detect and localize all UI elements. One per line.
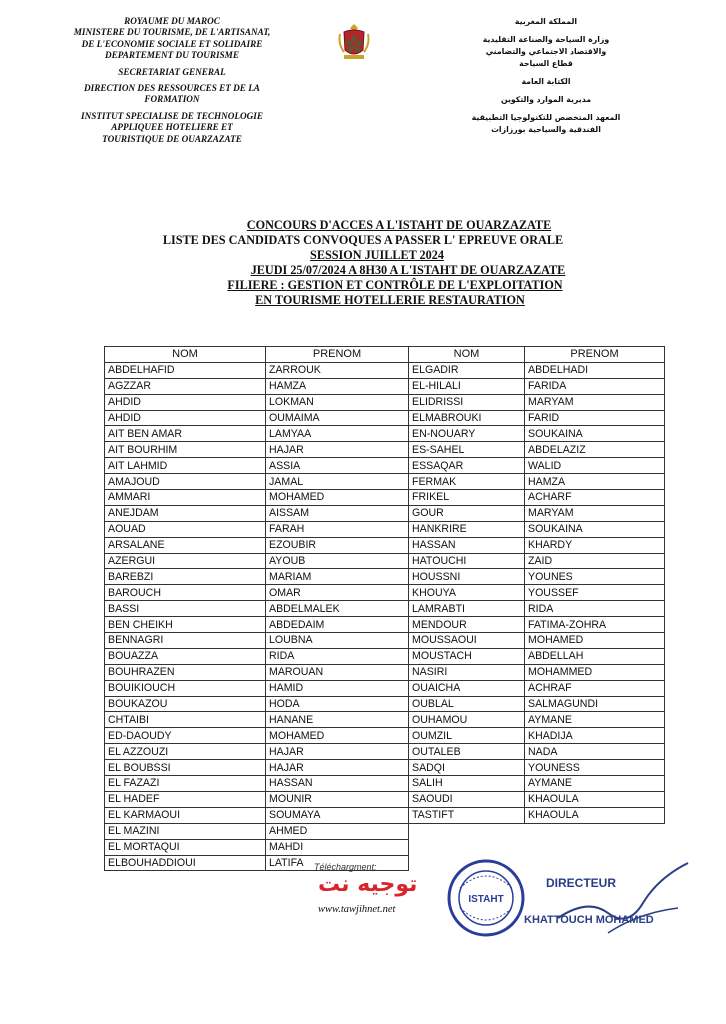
table-row (105, 521, 409, 537)
header-right-line: والاقتصاد الاجتماعي والتضامني (485, 47, 607, 56)
cell-prenom: LAMYAA (266, 426, 409, 442)
header-left-line: DE L'ECONOMIE SOCIALE ET SOLIDAIRE (81, 38, 263, 49)
header-right-line: مديرية الموارد والتكوين (500, 95, 592, 104)
cell-prenom: HODA (266, 696, 409, 712)
cell-prenom: MAHDI (266, 839, 409, 855)
header-left-line: SECRETARIAT GENERAL (118, 66, 226, 77)
header-left-line: APPLIQUEE HOTELIERE ET (111, 122, 233, 133)
cell-prenom: LOKMAN (266, 394, 409, 410)
table-row (105, 569, 409, 585)
cell-prenom: MOHAMMED (525, 664, 665, 680)
table-row (105, 553, 409, 569)
cell-prenom: HAMID (266, 680, 409, 696)
director-signature-icon (548, 858, 698, 938)
table-row (409, 585, 665, 601)
cell-nom: OUTALEB (409, 744, 525, 760)
table-row (105, 362, 409, 378)
cell-prenom: SOUKAINA (525, 521, 665, 537)
cell-prenom: HASSAN (266, 776, 409, 792)
document-title (0, 218, 726, 308)
cell-prenom: HAMZA (266, 378, 409, 394)
cell-nom: OUAICHA (409, 680, 525, 696)
cell-prenom: MOHAMED (525, 633, 665, 649)
cell-nom: AMAJOUD (105, 474, 266, 490)
cell-prenom: FARAH (266, 521, 409, 537)
table-row (409, 394, 665, 410)
cell-nom: ES-SAHEL (409, 442, 525, 458)
cell-nom: ABDELHAFID (105, 362, 266, 378)
cell-prenom: WALID (525, 458, 665, 474)
cell-prenom: MARIAM (266, 569, 409, 585)
cell-prenom: HAJAR (266, 442, 409, 458)
cell-nom: EN-NOUARY (409, 426, 525, 442)
cell-prenom: EZOUBIR (266, 537, 409, 553)
cell-prenom: YOUSSEF (525, 585, 665, 601)
column-header-nom: NOM (105, 347, 266, 363)
cell-prenom: JAMAL (266, 474, 409, 490)
cell-nom: ANEJDAM (105, 505, 266, 521)
table-row (409, 791, 665, 807)
table-row (409, 712, 665, 728)
director-name: KHATTOUCH MOHAMED (524, 914, 654, 926)
cell-nom: SAOUDI (409, 791, 525, 807)
cell-prenom: SALMAGUNDI (525, 696, 665, 712)
cell-nom: BENNAGRI (105, 633, 266, 649)
cell-prenom: YOUNESS (525, 760, 665, 776)
cell-prenom: ZARROUK (266, 362, 409, 378)
header-right-line: الكتابة العامة (521, 77, 571, 86)
cell-nom: OUHAMOU (409, 712, 525, 728)
cell-prenom: ZAID (525, 553, 665, 569)
cell-prenom: AYMANE (525, 776, 665, 792)
cell-nom: BEN CHEIKH (105, 617, 266, 633)
coat-of-arms-icon (336, 22, 372, 62)
table-row (409, 728, 665, 744)
tawjihnet-logo: توجيه نت (318, 872, 418, 897)
cell-nom: BOUIKIOUCH (105, 680, 266, 696)
cell-nom: HASSAN (409, 537, 525, 553)
table-row (409, 505, 665, 521)
cell-prenom: ABDELHADI (525, 362, 665, 378)
title-line-1: CONCOURS D'ACCES A L'ISTAHT DE OUARZAZATE (246, 218, 552, 232)
table-row (105, 664, 409, 680)
table-row (105, 490, 409, 506)
header-right-line: المعهد المتخصص للتكنولوجيا التطبيقية (471, 113, 621, 122)
cell-nom: AIT LAHMID (105, 458, 266, 474)
cell-nom: KHOUYA (409, 585, 525, 601)
cell-nom: BASSI (105, 601, 266, 617)
cell-nom: ELBOUHADDIOUI (105, 855, 266, 871)
title-line-6: EN TOURISME HOTELLERIE RESTAURATION (255, 293, 525, 307)
header-left-line: MINISTERE DU TOURISME, DE L'ARTISANAT, (73, 27, 271, 38)
cell-nom: BOUHRAZEN (105, 664, 266, 680)
table-row (105, 696, 409, 712)
cell-nom: AZERGUI (105, 553, 266, 569)
cell-prenom: ACHARF (525, 490, 665, 506)
table-row (409, 553, 665, 569)
cell-nom: TASTIFT (409, 807, 525, 823)
header-left-block (72, 16, 272, 62)
cell-prenom: ABDELLAH (525, 648, 665, 664)
cell-nom: OUBLAL (409, 696, 525, 712)
cell-nom: BOUAZZA (105, 648, 266, 664)
cell-prenom: KHARDY (525, 537, 665, 553)
table-row (105, 744, 409, 760)
cell-nom: ESSAQAR (409, 458, 525, 474)
cell-nom: AIT BOURHIM (105, 442, 266, 458)
cell-nom: EL BOUBSSI (105, 760, 266, 776)
candidates-table-left (104, 346, 409, 871)
table-row (105, 823, 409, 839)
cell-nom: NASIRI (409, 664, 525, 680)
cell-nom: LAMRABTI (409, 601, 525, 617)
cell-nom: HANKRIRE (409, 521, 525, 537)
table-row (105, 760, 409, 776)
table-row (409, 426, 665, 442)
header-left-line: DIRECTION DES RESSOURCES ET DE LA FORMATION (84, 83, 260, 105)
header-left-line: ROYAUME DU MAROC (124, 16, 220, 26)
table-row (105, 776, 409, 792)
cell-prenom: RIDA (525, 601, 665, 617)
cell-prenom: MOHAMED (266, 728, 409, 744)
table-row (105, 474, 409, 490)
cell-nom: EL-HILALI (409, 378, 525, 394)
header-right-line: قطاع السياحة (519, 59, 573, 68)
cell-prenom: MARYAM (525, 394, 665, 410)
table-row (105, 426, 409, 442)
cell-prenom: ABDELMALEK (266, 601, 409, 617)
cell-nom: BAREBZI (105, 569, 266, 585)
cell-prenom: ACHRAF (525, 680, 665, 696)
cell-prenom: YOUNES (525, 569, 665, 585)
table-row (409, 617, 665, 633)
table-row (105, 633, 409, 649)
cell-prenom: LOUBNA (266, 633, 409, 649)
table-row (409, 442, 665, 458)
table-row (105, 839, 409, 855)
cell-nom: HOUSSNI (409, 569, 525, 585)
cell-prenom: HAJAR (266, 760, 409, 776)
table-row (409, 680, 665, 696)
table-row (409, 537, 665, 553)
table-row (409, 474, 665, 490)
cell-nom: AHDID (105, 410, 266, 426)
cell-prenom: AYOUB (266, 553, 409, 569)
cell-prenom: OUMAIMA (266, 410, 409, 426)
header-right-line: وزارة السياحة والصناعة التقليدية (482, 35, 610, 44)
table-row (409, 776, 665, 792)
stamp-label: ISTAHT (468, 894, 504, 905)
table-row (409, 521, 665, 537)
cell-prenom: NADA (525, 744, 665, 760)
header-right-line: المملكة المغربية (514, 17, 578, 26)
header-left-line: DEPARTEMENT DU TOURISME (105, 50, 239, 61)
cell-prenom: HAMZA (525, 474, 665, 490)
cell-prenom: MARYAM (525, 505, 665, 521)
table-row (105, 648, 409, 664)
table-row (409, 633, 665, 649)
cell-nom: SALIH (409, 776, 525, 792)
director-title: DIRECTEUR (546, 876, 617, 890)
table-row (409, 410, 665, 426)
cell-nom: ED-DAOUDY (105, 728, 266, 744)
cell-prenom: SOUKAINA (525, 426, 665, 442)
title-line-2: LISTE DES CANDIDATS CONVOQUES A PASSER L' EPREUVE ORALE (162, 233, 564, 247)
table-row (409, 807, 665, 823)
cell-prenom: OMAR (266, 585, 409, 601)
cell-nom: AGZZAR (105, 378, 266, 394)
cell-nom: MOUSTACH (409, 648, 525, 664)
cell-nom: AOUAD (105, 521, 266, 537)
table-row (409, 601, 665, 617)
cell-nom: ELGADIR (409, 362, 525, 378)
cell-nom: ELIDRISSI (409, 394, 525, 410)
tawjihnet-url: www.tawjihnet.net (318, 904, 396, 915)
table-row (409, 490, 665, 506)
header-left-block (72, 83, 272, 106)
table-row (105, 505, 409, 521)
table-row (409, 664, 665, 680)
cell-prenom: KHAOULA (525, 807, 665, 823)
cell-prenom: AYMANE (525, 712, 665, 728)
cell-prenom: FARID (525, 410, 665, 426)
column-header-prenom: PRENOM (525, 347, 665, 363)
cell-nom: ELMABROUKI (409, 410, 525, 426)
table-row (105, 378, 409, 394)
table-row (105, 585, 409, 601)
header-left-block (72, 67, 272, 78)
download-credit: Téléchargment: (314, 862, 377, 872)
cell-nom: EL KARMAOUI (105, 807, 266, 823)
cell-nom: FRIKEL (409, 490, 525, 506)
header-left (72, 16, 272, 150)
cell-nom: HATOUCHI (409, 553, 525, 569)
cell-nom: ARSALANE (105, 537, 266, 553)
header-right (446, 16, 646, 136)
cell-prenom: HANANE (266, 712, 409, 728)
cell-prenom: ABDEDAIM (266, 617, 409, 633)
cell-prenom: SOUMAYA (266, 807, 409, 823)
table-row (105, 807, 409, 823)
table-row (105, 680, 409, 696)
cell-nom: BOUKAZOU (105, 696, 266, 712)
cell-prenom: HAJAR (266, 744, 409, 760)
cell-prenom: MOUNIR (266, 791, 409, 807)
cell-prenom: FATIMA-ZOHRA (525, 617, 665, 633)
official-stamp-icon (446, 858, 526, 938)
cell-nom: EL MAZINI (105, 823, 266, 839)
column-header-prenom: PRENOM (266, 347, 409, 363)
table-row (105, 458, 409, 474)
cell-prenom: RIDA (266, 648, 409, 664)
cell-prenom: MAROUAN (266, 664, 409, 680)
table-row (409, 696, 665, 712)
title-line-3: SESSION JUILLET 2024 (310, 248, 444, 262)
table-row (105, 537, 409, 553)
table-row (105, 601, 409, 617)
cell-nom: EL MORTAQUI (105, 839, 266, 855)
table-row (409, 648, 665, 664)
table-row (105, 712, 409, 728)
cell-nom: MOUSSAOUI (409, 633, 525, 649)
header-left-line: TOURISTIQUE DE OUARZAZATE (102, 133, 242, 144)
header-right-line: الفندقية والسياحية بورزازات (491, 125, 601, 134)
column-header-nom: NOM (409, 347, 525, 363)
cell-prenom: AISSAM (266, 505, 409, 521)
table-row (409, 760, 665, 776)
cell-prenom: FARIDA (525, 378, 665, 394)
table-row (105, 617, 409, 633)
table-row (105, 728, 409, 744)
cell-prenom: KHADIJA (525, 728, 665, 744)
table-row (409, 362, 665, 378)
cell-prenom: ASSIA (266, 458, 409, 474)
cell-prenom: LATIFA (266, 855, 409, 871)
cell-nom: EL AZZOUZI (105, 744, 266, 760)
cell-nom: CHTAIBI (105, 712, 266, 728)
cell-nom: OUMZIL (409, 728, 525, 744)
title-line-4: JEUDI 25/07/2024 A 8H30 A L'ISTAHT DE OUARZAZATE (250, 263, 566, 277)
title-line-5: FILIERE : GESTION ET CONTRÔLE DE L'EXPLOITATION (227, 278, 563, 292)
cell-nom: GOUR (409, 505, 525, 521)
cell-nom: EL FAZAZI (105, 776, 266, 792)
cell-nom: AMMARI (105, 490, 266, 506)
table-row (105, 791, 409, 807)
candidates-table-right (408, 346, 665, 824)
cell-nom: AIT BEN AMAR (105, 426, 266, 442)
cell-prenom: AHMED (266, 823, 409, 839)
cell-nom: BAROUCH (105, 585, 266, 601)
cell-nom: AHDID (105, 394, 266, 410)
cell-nom: EL HADEF (105, 791, 266, 807)
table-row (105, 442, 409, 458)
cell-prenom: MOHAMED (266, 490, 409, 506)
cell-prenom: ABDELAZIZ (525, 442, 665, 458)
header-left-line: INSTITUT SPECIALISE DE TECHNOLOGIE (81, 110, 263, 121)
table-row (105, 410, 409, 426)
table-row (409, 744, 665, 760)
cell-nom: FERMAK (409, 474, 525, 490)
table-row (409, 378, 665, 394)
cell-nom: MENDOUR (409, 617, 525, 633)
table-row (105, 394, 409, 410)
table-row (409, 569, 665, 585)
header-left-block (72, 111, 272, 145)
cell-nom: SADQI (409, 760, 525, 776)
table-row (409, 458, 665, 474)
cell-prenom: KHAOULA (525, 791, 665, 807)
